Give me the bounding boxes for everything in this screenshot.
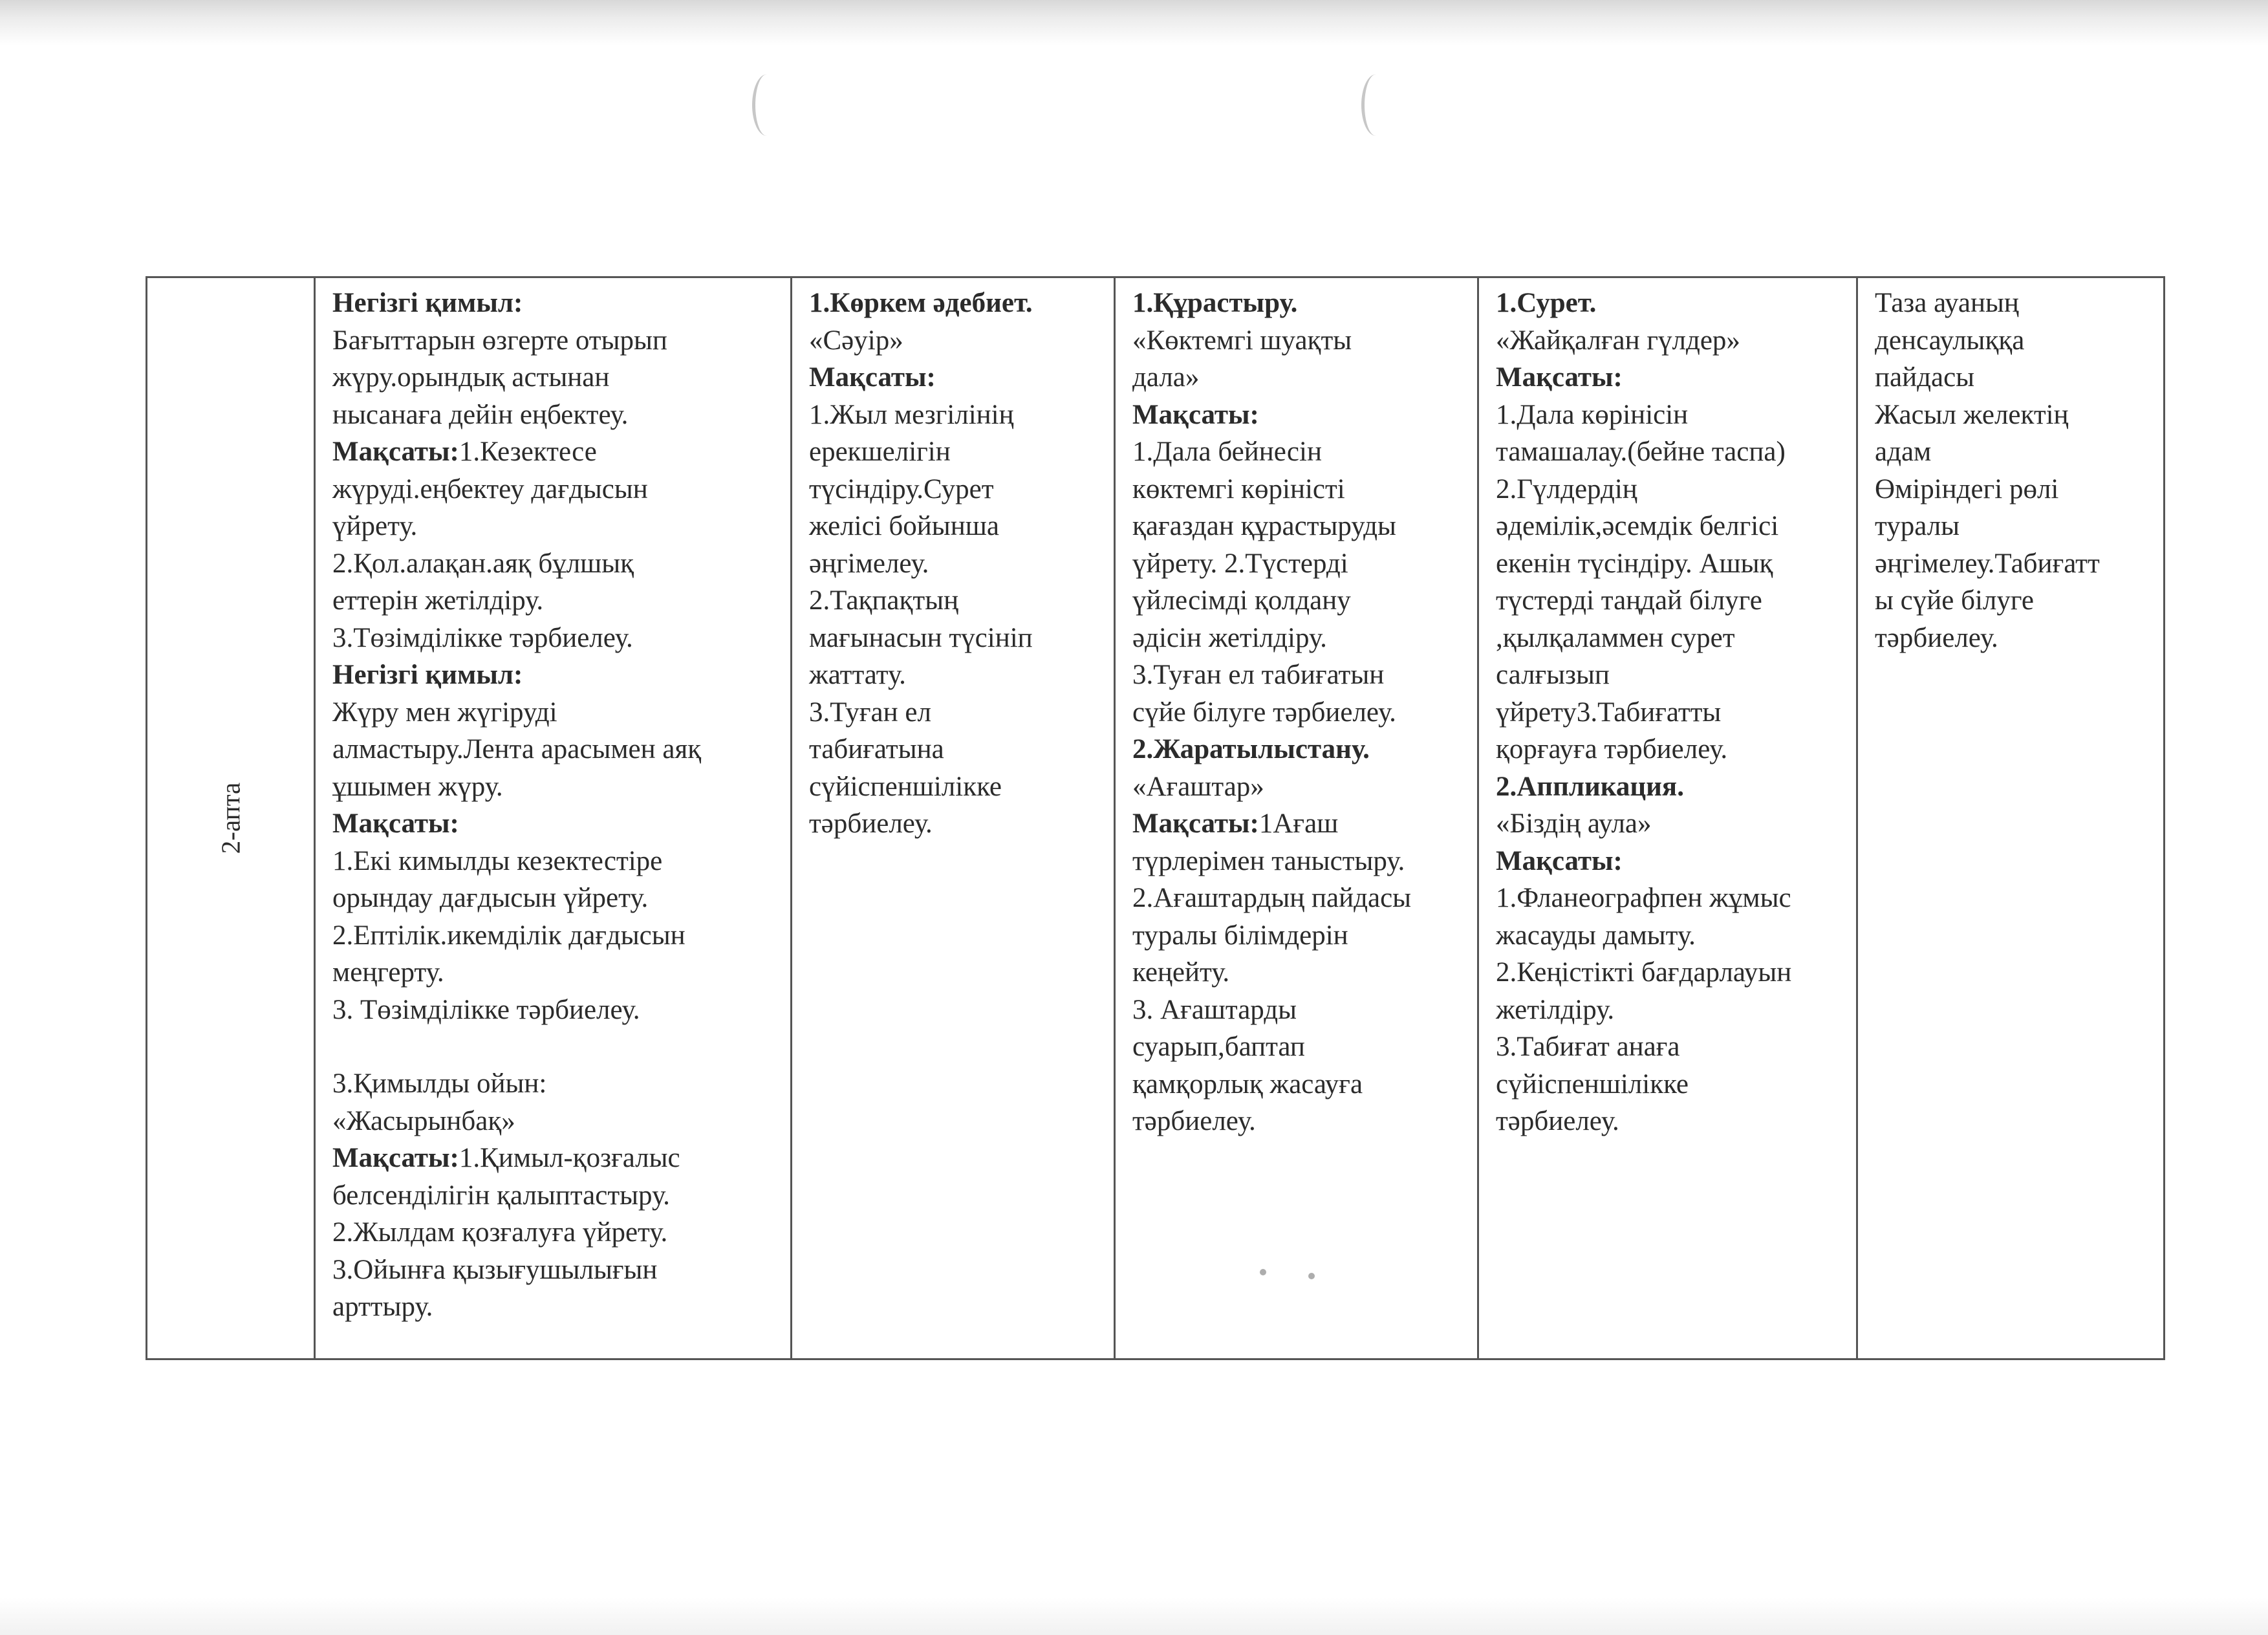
text-line: 1.Фланеографпен жұмыс	[1496, 883, 1791, 913]
text-line: ,қылқаламмен сурет	[1496, 622, 1735, 653]
text-run: 1Ағаш	[1258, 808, 1339, 839]
text-line: «Біздің аула»	[1496, 808, 1652, 839]
text-line: дала»	[1132, 362, 1200, 393]
text-line: табиғатына	[809, 734, 944, 764]
text-line: кеңейту.	[1132, 957, 1230, 988]
text-line: қамқорлық жасауға	[1132, 1068, 1363, 1099]
text-line: 1.Екі кимылды кезектестіре	[332, 845, 663, 876]
construction-nature-cell	[1115, 277, 1478, 1359]
text-line: «Ағаштар»	[1132, 771, 1264, 802]
text-line: түстерді таңдай білуге	[1496, 585, 1762, 616]
blank-line	[332, 1028, 781, 1065]
text-line: «Жайқалған гүлдер»	[1496, 325, 1740, 356]
text-line: 3.Туған ел табиғатын	[1132, 660, 1385, 690]
text-line: мағынасын түсініп	[809, 622, 1033, 653]
text-run: 1.Кезектесе	[459, 437, 597, 467]
bold-label: Мақсаты:	[1132, 808, 1259, 839]
bold-heading: Мақсаты:	[809, 362, 936, 393]
text-line: жүруді.еңбектеу дағдысын	[332, 473, 648, 504]
bold-label: Мақсаты:	[332, 437, 459, 467]
text-line: «Сәуір»	[809, 325, 903, 356]
text-line: арттыру.	[332, 1292, 433, 1322]
text-line: 3.Туған ел	[809, 697, 931, 728]
text-line: әдісін жетілдіру.	[1132, 622, 1327, 653]
text-line: адам	[1875, 437, 1932, 467]
text-line: әңгімелеу.Табиғатт	[1875, 548, 2100, 579]
scan-edge-bottom	[0, 1597, 2268, 1635]
bold-heading: 1.Құрастыру.	[1132, 288, 1298, 318]
text-line: орындау дағдысын үйрету.	[332, 883, 649, 913]
text-line: тәрбиелеу.	[1132, 1106, 1256, 1136]
week-cell	[147, 277, 315, 1359]
text-line: түсіндіру.Сурет	[809, 473, 994, 504]
punch-hole-mark	[752, 74, 781, 136]
text-line	[332, 1140, 781, 1177]
text-line: 2.Ағаштардың пайдасы	[1132, 883, 1412, 913]
text-line: қорғауға тәрбиелеу.	[1496, 734, 1728, 764]
text-line: белсенділігін қалыптастыру.	[332, 1180, 670, 1211]
text-line: Таза ауаның	[1875, 288, 2019, 318]
bold-heading: 2.Аппликация.	[1496, 771, 1684, 802]
text-line: сүйе білуге тәрбиелеу.	[1132, 697, 1396, 728]
text-line: тәрбиелеу.	[1875, 622, 1998, 653]
text-line: 2.Қол.алақан.аяқ бұлшық	[332, 548, 634, 579]
bold-label: Мақсаты:	[332, 1143, 459, 1173]
text-line: 2.Гүлдердің	[1496, 473, 1637, 504]
text-line: «Жасырынбақ»	[332, 1105, 515, 1136]
text-line: Өміріндегі рөлі	[1875, 473, 2059, 504]
text-line: ерекшелігін	[809, 437, 951, 467]
text-line: желісі бойынша	[809, 511, 999, 541]
text-line: тәрбиелеу.	[1496, 1106, 1619, 1136]
text-line: 3.Төзімділікке тәрбиелеу.	[332, 622, 633, 653]
text-line: 1.Дала бейнесін	[1132, 437, 1322, 467]
text-line	[332, 433, 781, 471]
text-line: жүру.орындық астынан	[332, 362, 610, 393]
text-line: жасауды дамыту.	[1496, 920, 1696, 951]
text-line: Бағыттарын өзгерте отырып	[332, 325, 667, 356]
bold-heading: Негізгі қимыл:	[332, 288, 523, 318]
bold-heading: Мақсаты:	[332, 808, 459, 839]
text-line: 2.Тақпақтың	[809, 585, 959, 616]
text-line: сүйіспеншілікке	[1496, 1068, 1689, 1099]
text-run: 1.Қимыл-қозғалыс	[459, 1143, 680, 1173]
bold-heading: 1.Сурет.	[1496, 288, 1597, 318]
text-line: Жасыл желектің	[1875, 399, 2069, 430]
text-line: 2.Ептілік.икемділік дағдысын	[332, 920, 686, 951]
physical-activity-cell	[315, 277, 792, 1359]
text-line: үйрету.	[332, 511, 418, 541]
text-line: ы сүйе білуге	[1875, 585, 2035, 616]
bold-heading: 2.Жаратылыстану.	[1132, 734, 1370, 764]
text-line: денсаулыққа	[1875, 325, 2025, 356]
scan-edge-top	[0, 0, 2268, 45]
text-line: туралы	[1875, 511, 1960, 541]
text-line: алмастыру.Лента арасымен аяқ	[332, 734, 702, 764]
text-line: сүйіспеншілікке	[809, 771, 1002, 802]
text-line: жетілдіру.	[1496, 994, 1615, 1025]
text-line: жаттату.	[809, 660, 906, 690]
text-line: көктемгі көріністі	[1132, 473, 1345, 504]
text-line: әдемілік,әсемдік белгісі	[1496, 511, 1779, 541]
text-line: ұшымен жүру.	[332, 771, 503, 802]
text-line: қағаздан құрастыруды	[1132, 511, 1396, 541]
text-line: тәрбиелеу.	[809, 808, 933, 839]
talk-cell	[1857, 277, 2165, 1359]
week-label: 2-апта	[215, 782, 245, 854]
bold-heading: Негізгі қимыл:	[332, 660, 523, 690]
text-line: 3.Табиғат анаға	[1496, 1032, 1680, 1062]
text-line: меңгерту.	[332, 957, 444, 988]
text-line: 3. Ағаштарды	[1132, 994, 1297, 1025]
text-line: 3. Төзімділікке тәрбиелеу.	[332, 994, 640, 1025]
text-line: үйлесімді қолдану	[1132, 585, 1351, 616]
text-line: 2.Жылдам қозғалуға үйрету.	[332, 1217, 668, 1248]
weekly-plan-table	[146, 276, 2165, 1360]
text-line: үйрету. 2.Түстерді	[1132, 548, 1348, 579]
text-line: еттерін жетілдіру.	[332, 585, 544, 616]
bold-heading: Мақсаты:	[1496, 845, 1623, 876]
text-line: үйрету3.Табиғатты	[1496, 697, 1722, 728]
text-line: 1.Дала көрінісін	[1496, 399, 1689, 430]
bold-heading: Мақсаты:	[1132, 399, 1259, 430]
text-line: туралы білімдерін	[1132, 920, 1348, 951]
text-line: 2.Кеңістікті бағдарлауын	[1496, 957, 1792, 988]
drawing-applique-cell	[1478, 277, 1857, 1359]
table-row	[147, 277, 2165, 1359]
text-line: әңгімелеу.	[809, 548, 929, 579]
bold-heading: 1.Көркем әдебиет.	[809, 288, 1033, 318]
bold-heading: Мақсаты:	[1496, 362, 1623, 393]
text-line: нысанаға дейін еңбектеу.	[332, 399, 629, 430]
text-line: Жүру мен жүгіруді	[332, 697, 557, 728]
literature-cell	[792, 277, 1115, 1359]
punch-hole-mark	[1361, 74, 1390, 136]
text-line: «Көктемгі шуақты	[1132, 325, 1352, 356]
text-line: екенін түсіндіру. Ашық	[1496, 548, 1773, 579]
text-line: 3.Қимылды ойын:	[332, 1068, 547, 1099]
text-line: 3.Ойынға қызығушылығын	[332, 1254, 658, 1285]
text-line	[1132, 805, 1468, 843]
text-line: салғызып	[1496, 660, 1610, 690]
text-line: суарып,баптап	[1132, 1032, 1305, 1062]
text-line: түрлерімен таныстыру.	[1132, 845, 1405, 876]
text-line: тамашалау.(бейне таспа)	[1496, 437, 1786, 467]
text-line: пайдасы	[1875, 362, 1975, 393]
text-line: 1.Жыл мезгілінің	[809, 399, 1014, 430]
